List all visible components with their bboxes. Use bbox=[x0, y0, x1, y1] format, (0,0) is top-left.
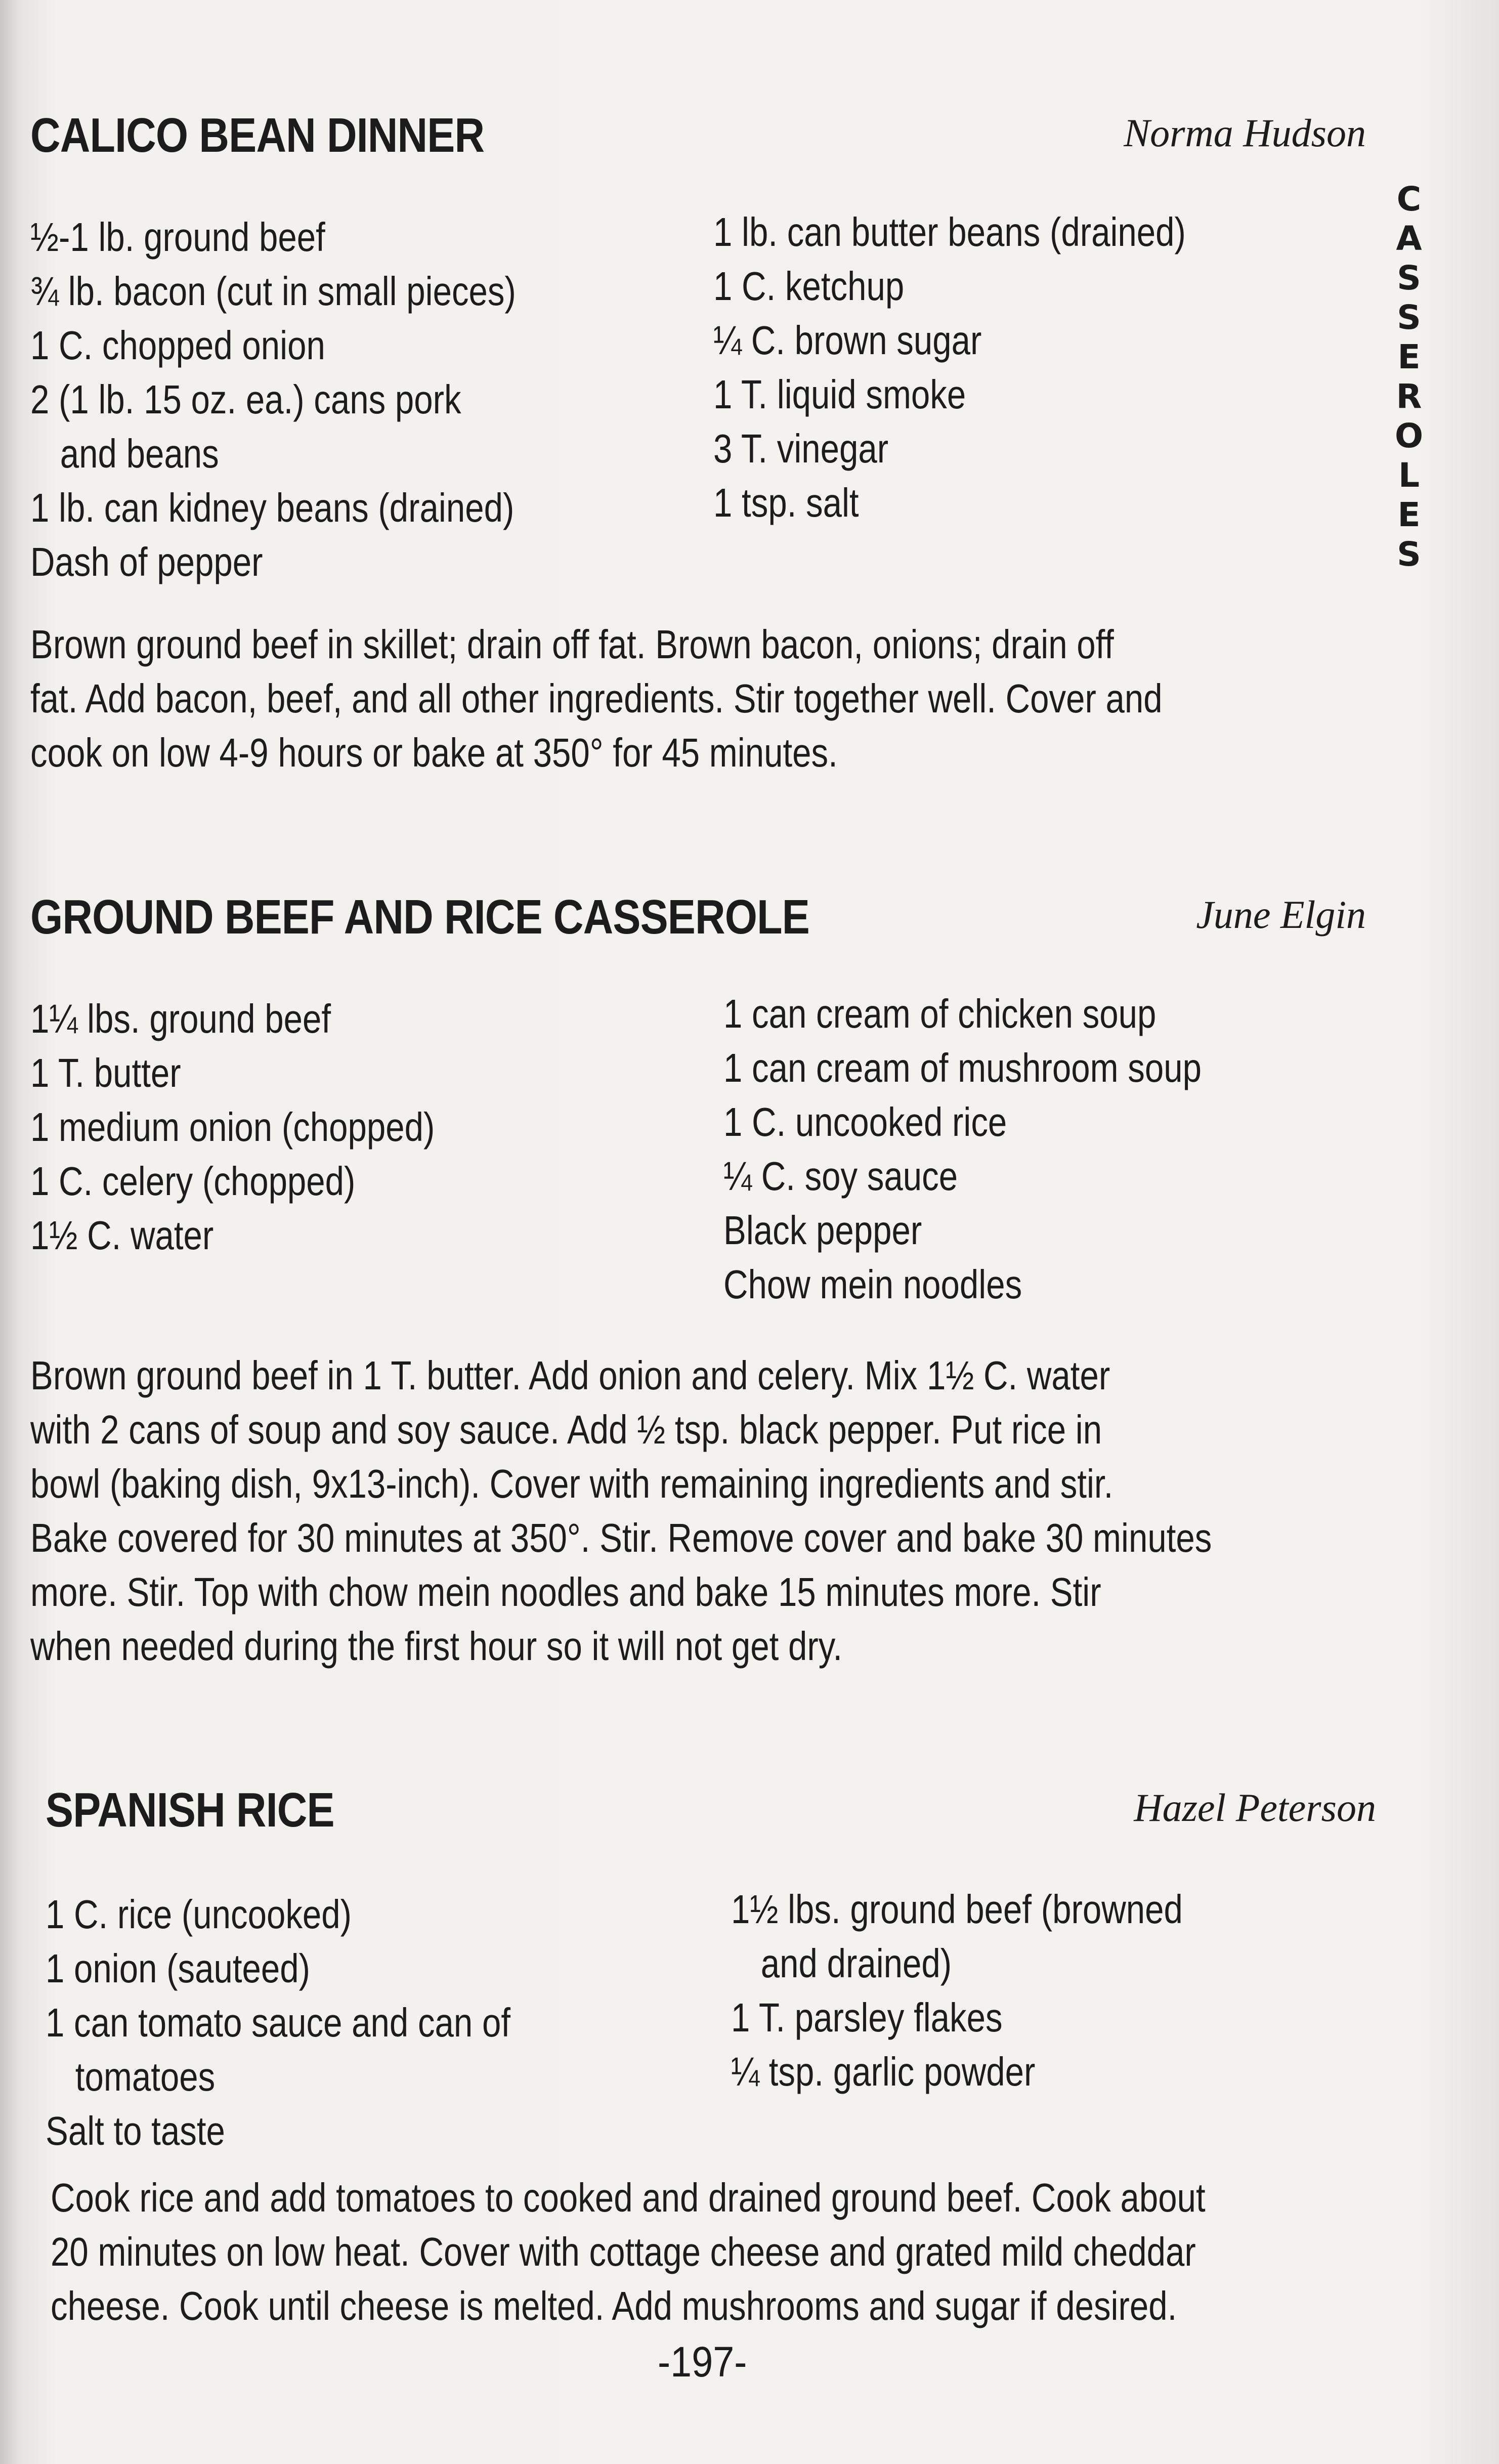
recipe-instructions bbox=[30, 617, 1360, 780]
ingredient: Salt to taste bbox=[46, 2108, 225, 2153]
ingredient: 1 can tomato sauce and can of bbox=[46, 2000, 511, 2045]
recipe-instructions bbox=[30, 1348, 1360, 1673]
ingredient: 1 onion (sauteed) bbox=[46, 1946, 311, 1991]
ingredient: 1 T. liquid smoke bbox=[713, 372, 966, 417]
instruction-line: Bake covered for 30 minutes at 350°. Stir. Remove cover and bake 30 minutes bbox=[30, 1515, 1212, 1560]
ingredient: Dash of pepper bbox=[30, 539, 263, 584]
ingredient: tomatoes bbox=[75, 2054, 216, 2099]
ingredients-right bbox=[713, 205, 1186, 530]
ingredient: 1 C. ketchup bbox=[713, 264, 905, 309]
ingredient: ¼ C. brown sugar bbox=[713, 318, 982, 363]
recipe-title: CALICO BEAN DINNER bbox=[30, 108, 485, 162]
ingredient: ¼ tsp. garlic powder bbox=[731, 2049, 1036, 2094]
recipe-ground-beef-rice-casserole bbox=[30, 888, 1366, 1697]
recipe-spanish-rice bbox=[30, 1781, 1376, 2338]
side-tab-letter: A bbox=[1396, 219, 1422, 258]
ingredients-right bbox=[723, 987, 1202, 1311]
section-side-tab bbox=[1386, 180, 1432, 574]
side-tab-letter: E bbox=[1397, 495, 1421, 534]
ingredients-right bbox=[731, 1882, 1183, 2099]
side-tab-letter: C bbox=[1396, 180, 1422, 219]
instruction-line: when needed during the first hour so it will not get dry. bbox=[30, 1624, 842, 1669]
ingredients-left bbox=[30, 992, 435, 1262]
side-tab-letter: R bbox=[1396, 377, 1422, 416]
ingredient: 1 lb. can kidney beans (drained) bbox=[30, 485, 515, 530]
recipe-instructions bbox=[51, 2171, 1381, 2333]
instruction-line: bowl (baking dish, 9x13-inch). Cover with remaining ingredients and stir. bbox=[30, 1461, 1113, 1506]
ingredient: 3 T. vinegar bbox=[713, 426, 889, 471]
ingredient: and beans bbox=[60, 431, 219, 476]
ingredient: Chow mein noodles bbox=[723, 1262, 1022, 1307]
ingredient: 1 C. rice (uncooked) bbox=[46, 1892, 352, 1937]
ingredient: 1¼ lbs. ground beef bbox=[30, 996, 331, 1041]
instruction-line: Cook rice and add tomatoes to cooked and drained ground beef. Cook about bbox=[51, 2175, 1206, 2220]
ingredient: 1 can cream of mushroom soup bbox=[723, 1045, 1202, 1090]
instruction-line: Brown ground beef in skillet; drain off fat. Brown bacon, onions; drain off bbox=[30, 622, 1114, 667]
side-tab-letter: S bbox=[1397, 535, 1421, 574]
ingredient: 1 medium onion (chopped) bbox=[30, 1104, 435, 1150]
ingredient: 1½ C. water bbox=[30, 1213, 214, 1258]
ingredient: and drained) bbox=[760, 1941, 952, 1986]
recipe-calico-bean-dinner bbox=[30, 106, 1366, 815]
recipe-author: Norma Hudson bbox=[1124, 111, 1366, 155]
ingredient: Black pepper bbox=[723, 1208, 922, 1253]
instruction-line: Brown ground beef in 1 T. butter. Add onion and celery. Mix 1½ C. water bbox=[30, 1353, 1110, 1398]
side-tab-letter: S bbox=[1397, 259, 1421, 298]
ingredient: ¾ lb. bacon (cut in small pieces) bbox=[30, 269, 516, 314]
ingredient: 1 lb. can butter beans (drained) bbox=[713, 209, 1186, 254]
recipe-title: SPANISH RICE bbox=[46, 1783, 334, 1837]
instruction-line: fat. Add bacon, beef, and all other ingredients. Stir together well. Cover and bbox=[30, 676, 1163, 721]
recipe-title: GROUND BEEF AND RICE CASSEROLE bbox=[30, 890, 809, 944]
side-tab-letter: E bbox=[1397, 337, 1421, 376]
ingredient: 2 (1 lb. 15 oz. ea.) cans pork bbox=[30, 377, 461, 422]
instruction-line: cheese. Cook until cheese is melted. Add mushrooms and sugar if desired. bbox=[51, 2283, 1177, 2328]
side-tab-letter: L bbox=[1398, 456, 1420, 495]
recipe-author: June Elgin bbox=[1196, 893, 1366, 937]
instruction-line: with 2 cans of soup and soy sauce. Add ½ tsp. black pepper. Put rice in bbox=[30, 1407, 1102, 1452]
ingredients-left bbox=[46, 1887, 510, 2158]
ingredient: 1 T. butter bbox=[30, 1050, 181, 1095]
ingredient: ¼ C. soy sauce bbox=[723, 1154, 958, 1199]
ingredients-left bbox=[30, 210, 516, 589]
instruction-line: cook on low 4-9 hours or bake at 350° for 45 minutes. bbox=[30, 730, 838, 775]
ingredient: 1 C. chopped onion bbox=[30, 323, 325, 368]
page-number: -197- bbox=[658, 2338, 747, 2386]
ingredient: 1 C. celery (chopped) bbox=[30, 1159, 356, 1204]
ingredient: 1½ lbs. ground beef (browned bbox=[731, 1887, 1183, 1932]
ingredient: 1 C. uncooked rice bbox=[723, 1099, 1007, 1144]
instruction-line: more. Stir. Top with chow mein noodles and bake 15 minutes more. Stir bbox=[30, 1569, 1101, 1615]
recipe-author: Hazel Peterson bbox=[1134, 1786, 1376, 1830]
ingredient: 1 tsp. salt bbox=[713, 480, 859, 525]
side-tab-letter: O bbox=[1394, 416, 1424, 455]
ingredient: ½-1 lb. ground beef bbox=[30, 215, 325, 260]
instruction-line: 20 minutes on low heat. Cover with cottage cheese and grated mild cheddar bbox=[51, 2229, 1196, 2274]
ingredient: 1 can cream of chicken soup bbox=[723, 991, 1157, 1036]
ingredient: 1 T. parsley flakes bbox=[731, 1995, 1003, 2040]
side-tab-letter: S bbox=[1397, 298, 1421, 337]
